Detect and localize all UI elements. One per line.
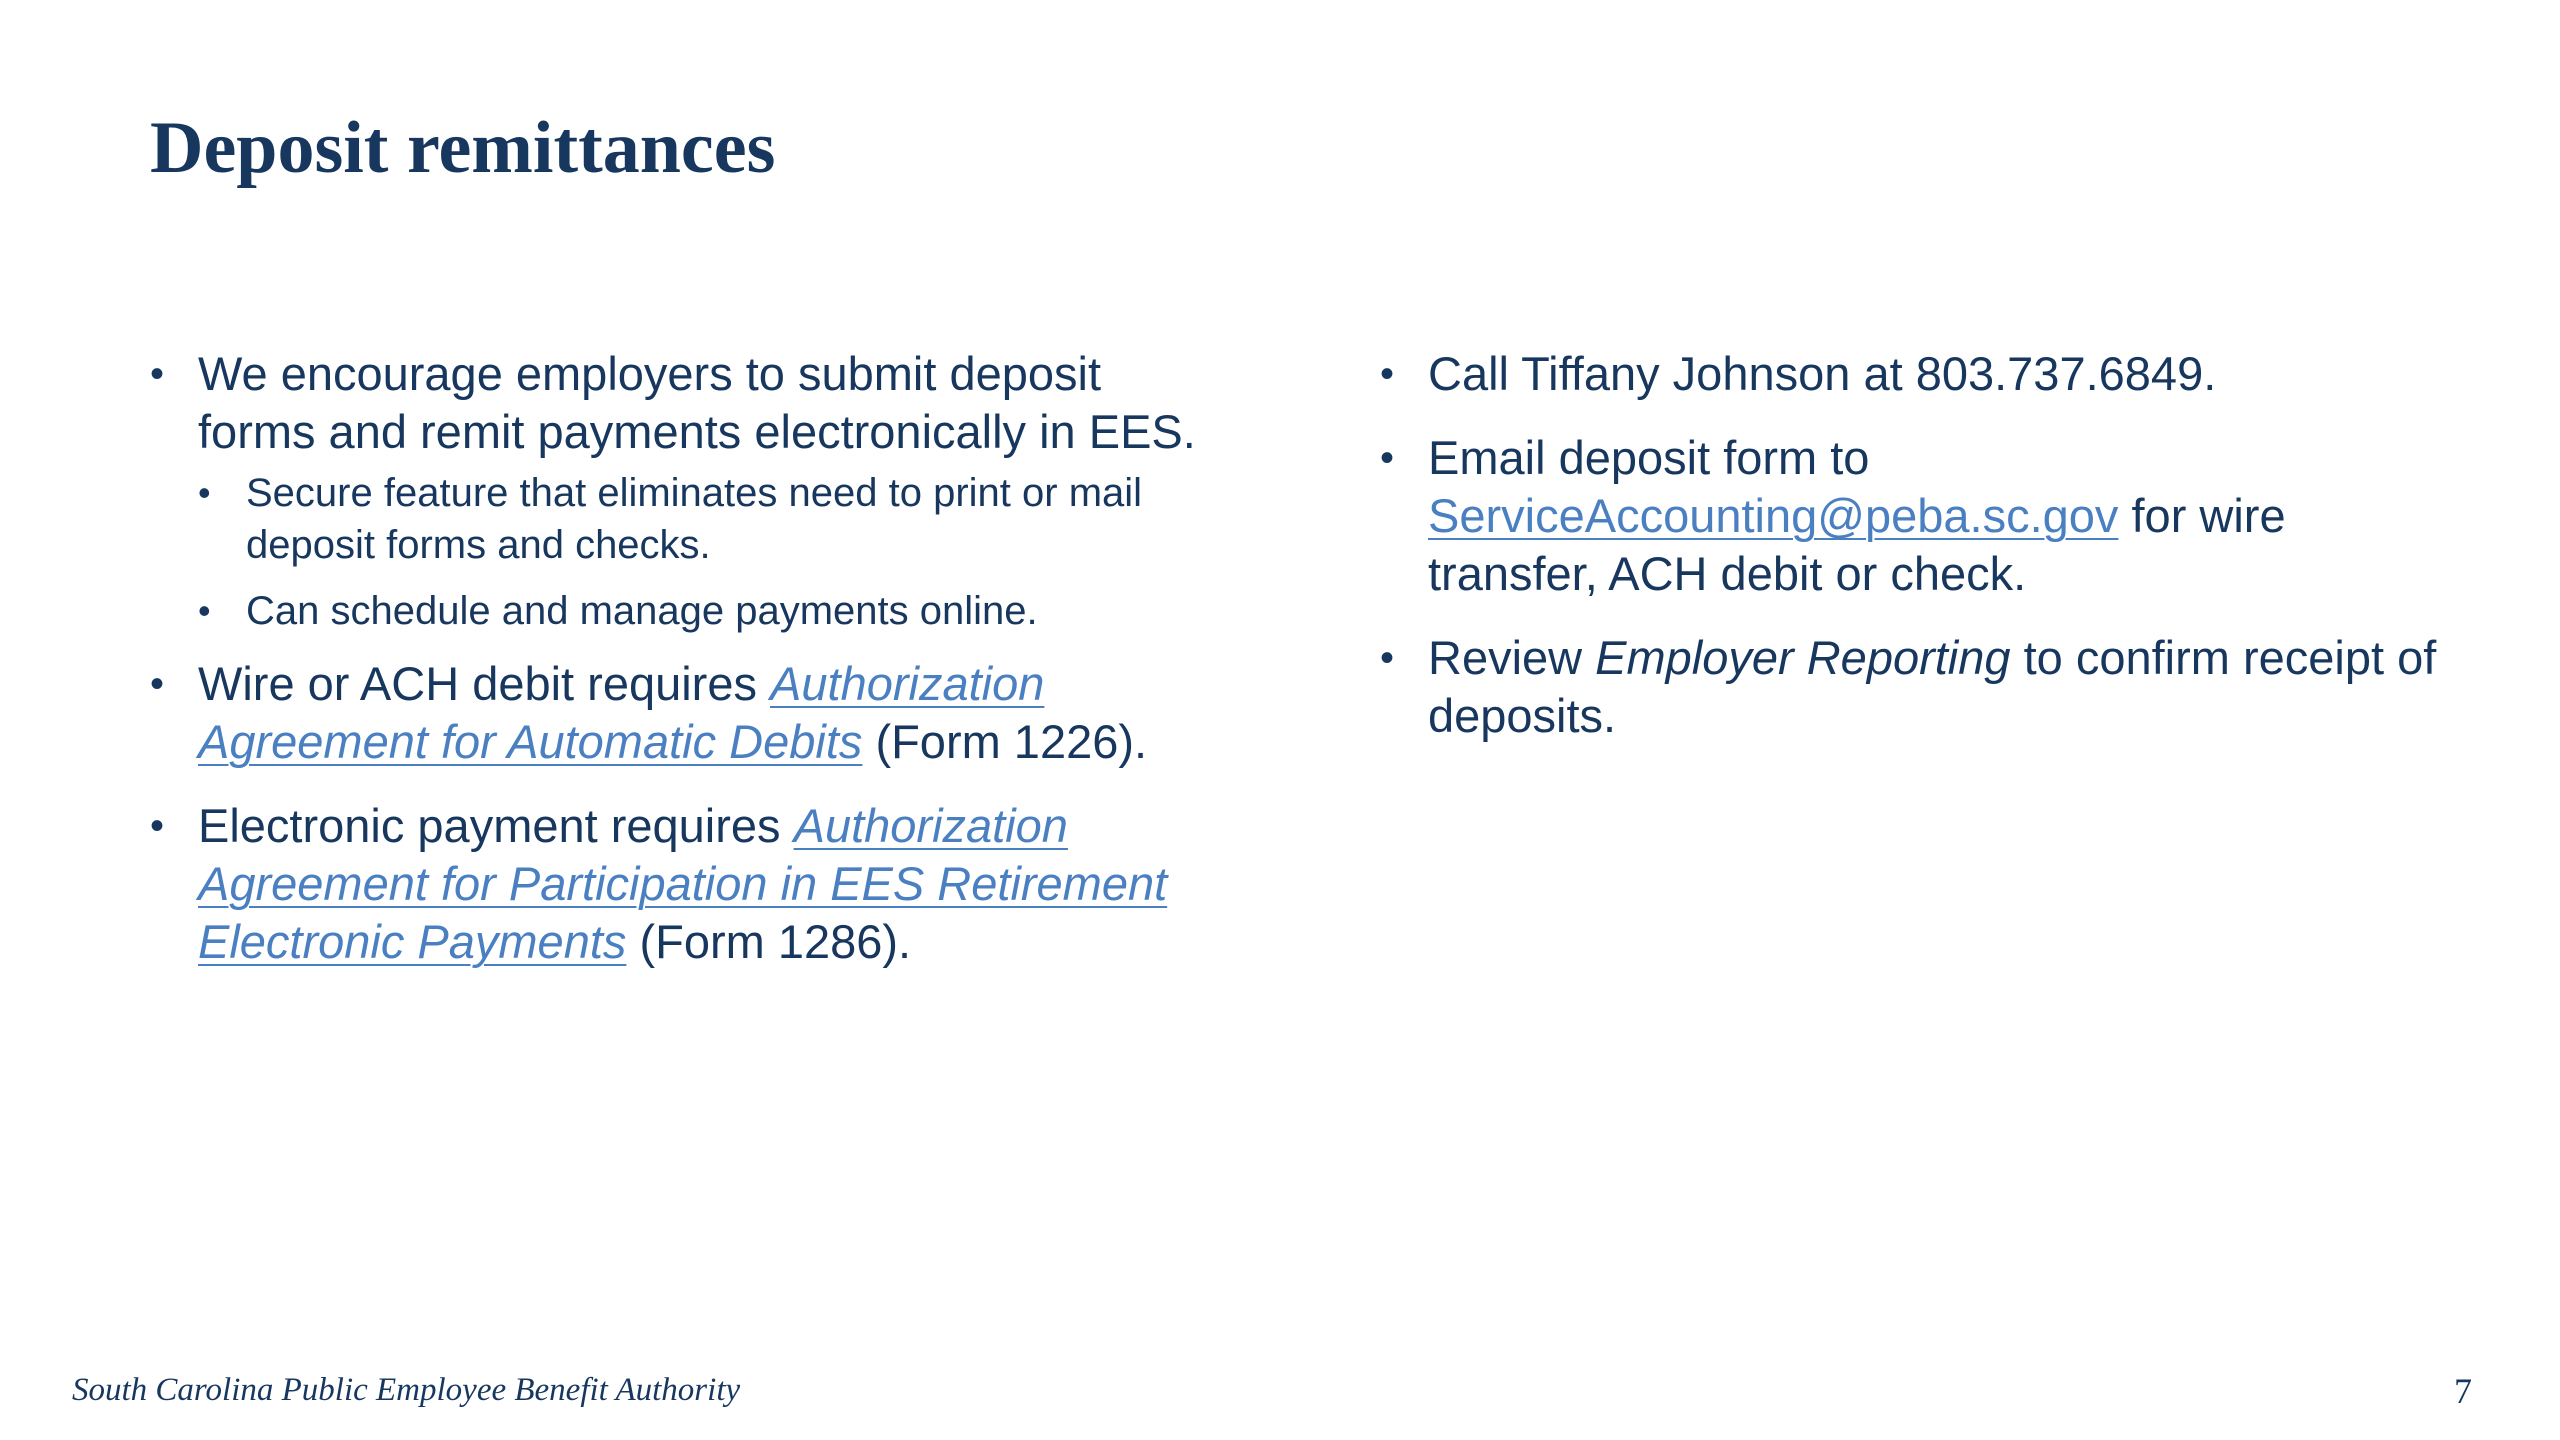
- bullet-suffix: to confirm receipt of deposits.: [1428, 631, 2437, 742]
- sub-bullet-list: [198, 467, 1220, 637]
- slide-title: Deposit remittances: [150, 107, 776, 189]
- bullet-email-deposit-form: [1380, 429, 2460, 603]
- right-bullet-list: [1380, 345, 2460, 745]
- bullet-prefix: Wire or ACH debit requires: [198, 657, 771, 710]
- form-1286-link[interactable]: Authorization Agreement for Participation in EES Retirement Electronic Payments: [198, 799, 1168, 968]
- left-bullet-list: [150, 345, 1220, 971]
- form-1226-link[interactable]: Authorization Agreement for Automatic Debits: [198, 657, 1045, 768]
- employer-reporting-emphasis: Employer Reporting: [1595, 631, 2011, 684]
- page-number: 7: [2454, 1371, 2472, 1411]
- sub-bullet-secure-feature: • Secure feature that eliminates need to print or mail deposit forms and checks.: [198, 467, 1220, 571]
- bullet-call-contact: • Call Tiffany Johnson at 803.737.6849.: [1380, 345, 2460, 403]
- bullet-suffix: (Form 1226).: [862, 715, 1148, 768]
- bullet-electronic-payment: [150, 797, 1220, 971]
- bullet-text: We encourage employers to submit deposit forms and remit payments electronically in EES.: [198, 347, 1196, 458]
- bullet-encourage-electronic: [150, 345, 1220, 637]
- bullet-wire-ach: [150, 655, 1220, 771]
- bullet-prefix: Electronic payment requires: [198, 799, 794, 852]
- footer-organization: South Carolina Public Employee Benefit Authority: [72, 1372, 741, 1408]
- bullet-suffix: (Form 1286).: [626, 915, 912, 968]
- bullet-review-employer-reporting: [1380, 629, 2460, 745]
- sub-bullet-schedule-payments: • Can schedule and manage payments online.: [198, 585, 1220, 637]
- service-accounting-email-link[interactable]: ServiceAccounting@peba.sc.gov: [1428, 489, 2119, 542]
- bullet-suffix: for wire transfer, ACH debit or check.: [1428, 489, 2286, 600]
- bullet-prefix: Review: [1428, 631, 1596, 684]
- right-column: [1380, 345, 2460, 771]
- bullet-prefix: Email deposit form to: [1428, 431, 1870, 484]
- left-column: [150, 345, 1220, 997]
